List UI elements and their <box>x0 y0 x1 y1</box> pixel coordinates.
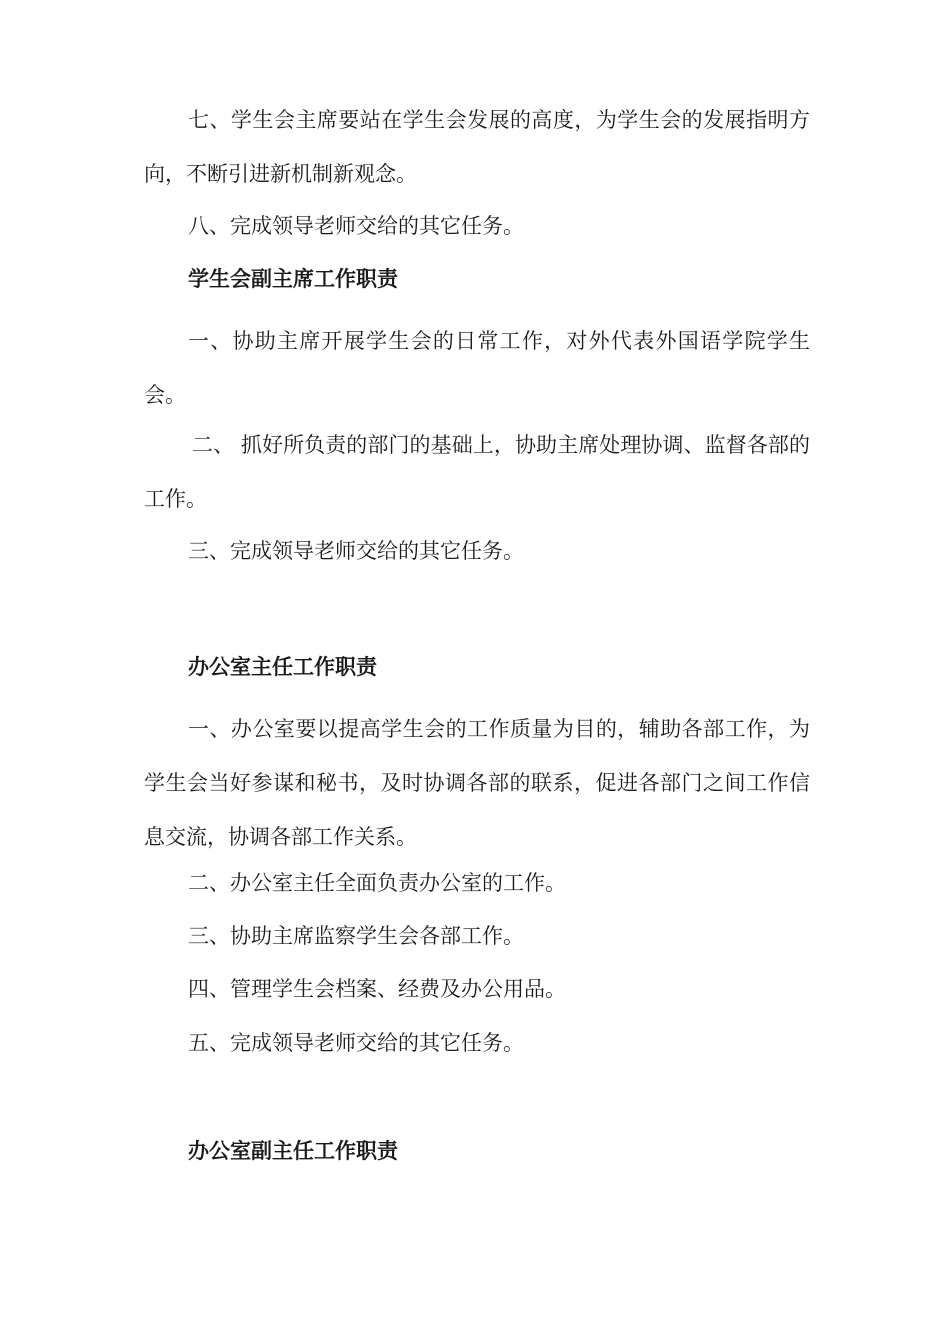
office-director-item-1: 一、办公室要以提高学生会的工作质量为目的，辅助各部工作，为学生会当好参谋和秘书，及时协调各部的联系，促进各部门之间工作信息交流，协调各部工作关系。 <box>144 717 810 849</box>
office-director-item-4: 四、管理学生会档案、经费及办公用品。 <box>188 977 566 1001</box>
president-item-8: 八、完成领导老师交给的其它任务。 <box>188 214 524 238</box>
president-item-7: 七、学生会主席要站在学生会发展的高度，为学生会的发展指明方向，不断引进新机制新观念。 <box>144 108 810 186</box>
vice-president-item-3: 三、完成领导老师交给的其它任务。 <box>188 539 524 563</box>
vice-president-item-2: 二、 抓好所负责的部门的基础上，协助主席处理协调、监督各部的工作。 <box>144 433 810 511</box>
office-director-item-5: 五、完成领导老师交给的其它任务。 <box>188 1031 524 1055</box>
vice-president-item-1: 一、协助主席开展学生会的日常工作，对外代表外国语学院学生会。 <box>144 329 810 407</box>
vice-president-title: 学生会副主席工作职责 <box>188 266 398 291</box>
office-director-title: 办公室主任工作职责 <box>188 654 377 679</box>
office-director-item-3: 三、协助主席监察学生会各部工作。 <box>188 924 524 948</box>
office-deputy-title: 办公室副主任工作职责 <box>188 1138 398 1163</box>
office-director-item-2: 二、办公室主任全面负责办公室的工作。 <box>188 871 566 895</box>
